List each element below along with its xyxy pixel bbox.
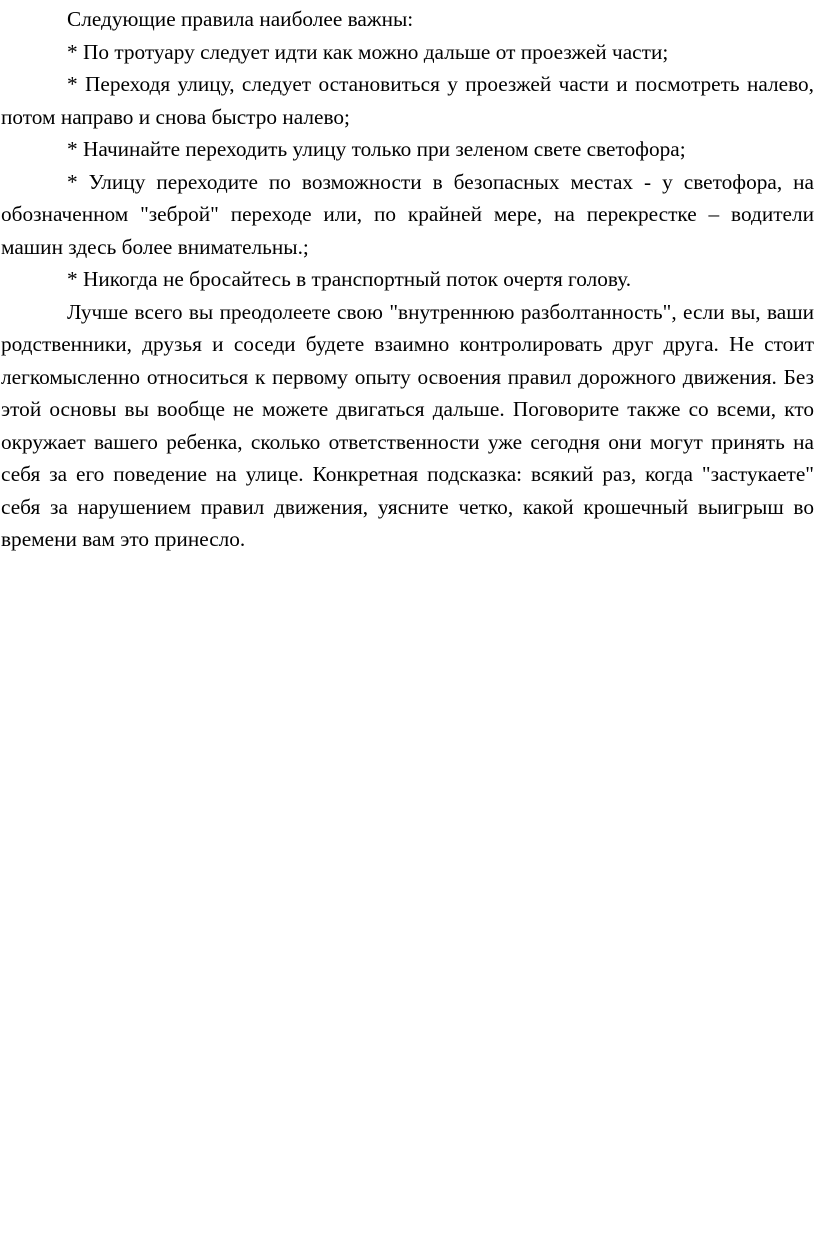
paragraph-rule-green-light: * Начинайте переходить улицу только при зеленом свете светофора; [67,137,686,161]
document-body [1,3,814,556]
paragraph-rule-traffic: * Никогда не бросайтесь в транспортный поток очертя голову. [67,267,632,291]
paragraph-rule-look: * Переходя улицу, следует остановиться у проезжей части и посмотреть налево, потом направо и снова быстро налево; [1,72,814,129]
paragraph-intro: Следующие правила наиболее важны: [67,7,414,31]
paragraph-conclusion: Лучше всего вы преодолеете свою "внутреннюю разболтанность", если вы, ваши родственники, друзья и соседи будете взаимно контролировать друг друга. Не стоит легкомысленно относиться к первому опыту освоения правил дорожного движения. Без этой основы вы вообще не можете двигаться дальше. Поговорите также со всеми, кто окружает вашего ребенка, сколько ответственности уже сегодня они могут принять на себя за его поведение на улице. Конкретная подсказка: всякий раз, когда "застукаете" себя за нарушением правил движения, уясните четко, какой крошечный выигрыш во времени вам это принесло. [1,299,814,551]
paragraph-rule-sidewalk: * По тротуару следует идти как можно дальше от проезжей части; [67,39,669,64]
paragraph-rule-safe-places: * Улицу переходите по возможности в безопасных местах - у светофора, на обозначенном "зеброй" переходе или, по крайней мере, на перекрестке – водители машин здесь более внимательны.; [1,169,814,259]
